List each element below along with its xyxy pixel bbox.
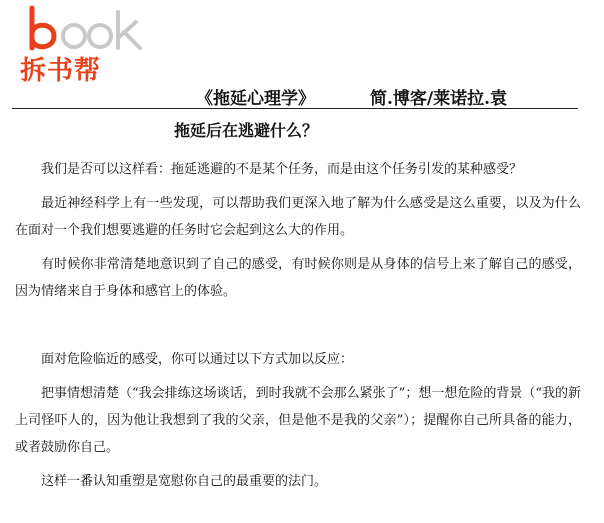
- header-divider: [12, 108, 578, 109]
- paragraph: 这样一番认知重塑是宽慰你自己的最重要的法门。: [41, 474, 328, 489]
- paragraph: 最近神经科学上有一些发现，可以帮助我们更深入地了解为什么感受是这么重要，以及为什么在面对一个我们想要逃避的任务时它会起到这么大的作用。: [15, 196, 581, 238]
- paragraph: 把事情想清楚（“我会排练这场谈话，到时我就不会那么紧张了”；想一想危险的背景（“我的新上司怪吓人的，因为他让我想到了我的父亲，但是他不是我的父亲”）；提醒你自己所具备的能力，或者鼓励你自己。: [15, 386, 581, 455]
- book-author: 简.博客/莱诺拉.袁: [370, 89, 508, 109]
- book-wordmark-graphic: [18, 4, 148, 64]
- logo-subtitle: 拆书帮: [20, 56, 102, 86]
- paragraph: 面对危险临近的感受，你可以通过以下方式加以反应：: [41, 352, 354, 367]
- book-title: 《拖延心理学》: [196, 89, 315, 109]
- paragraph: 我们是否可以这样看：拖延逃避的不是某个任务，而是由这个任务引发的某种感受？: [41, 162, 523, 177]
- paragraph: 有时候你非常清楚地意识到了自己的感受，有时候你则是从身体的信号上来了解自己的感受，因为情绪来自于身体和感官上的体验。: [15, 257, 581, 299]
- chapter-title: 拖延后在逃避什么？: [174, 121, 319, 140]
- body-text: [15, 156, 581, 502]
- blank-line: [15, 312, 581, 339]
